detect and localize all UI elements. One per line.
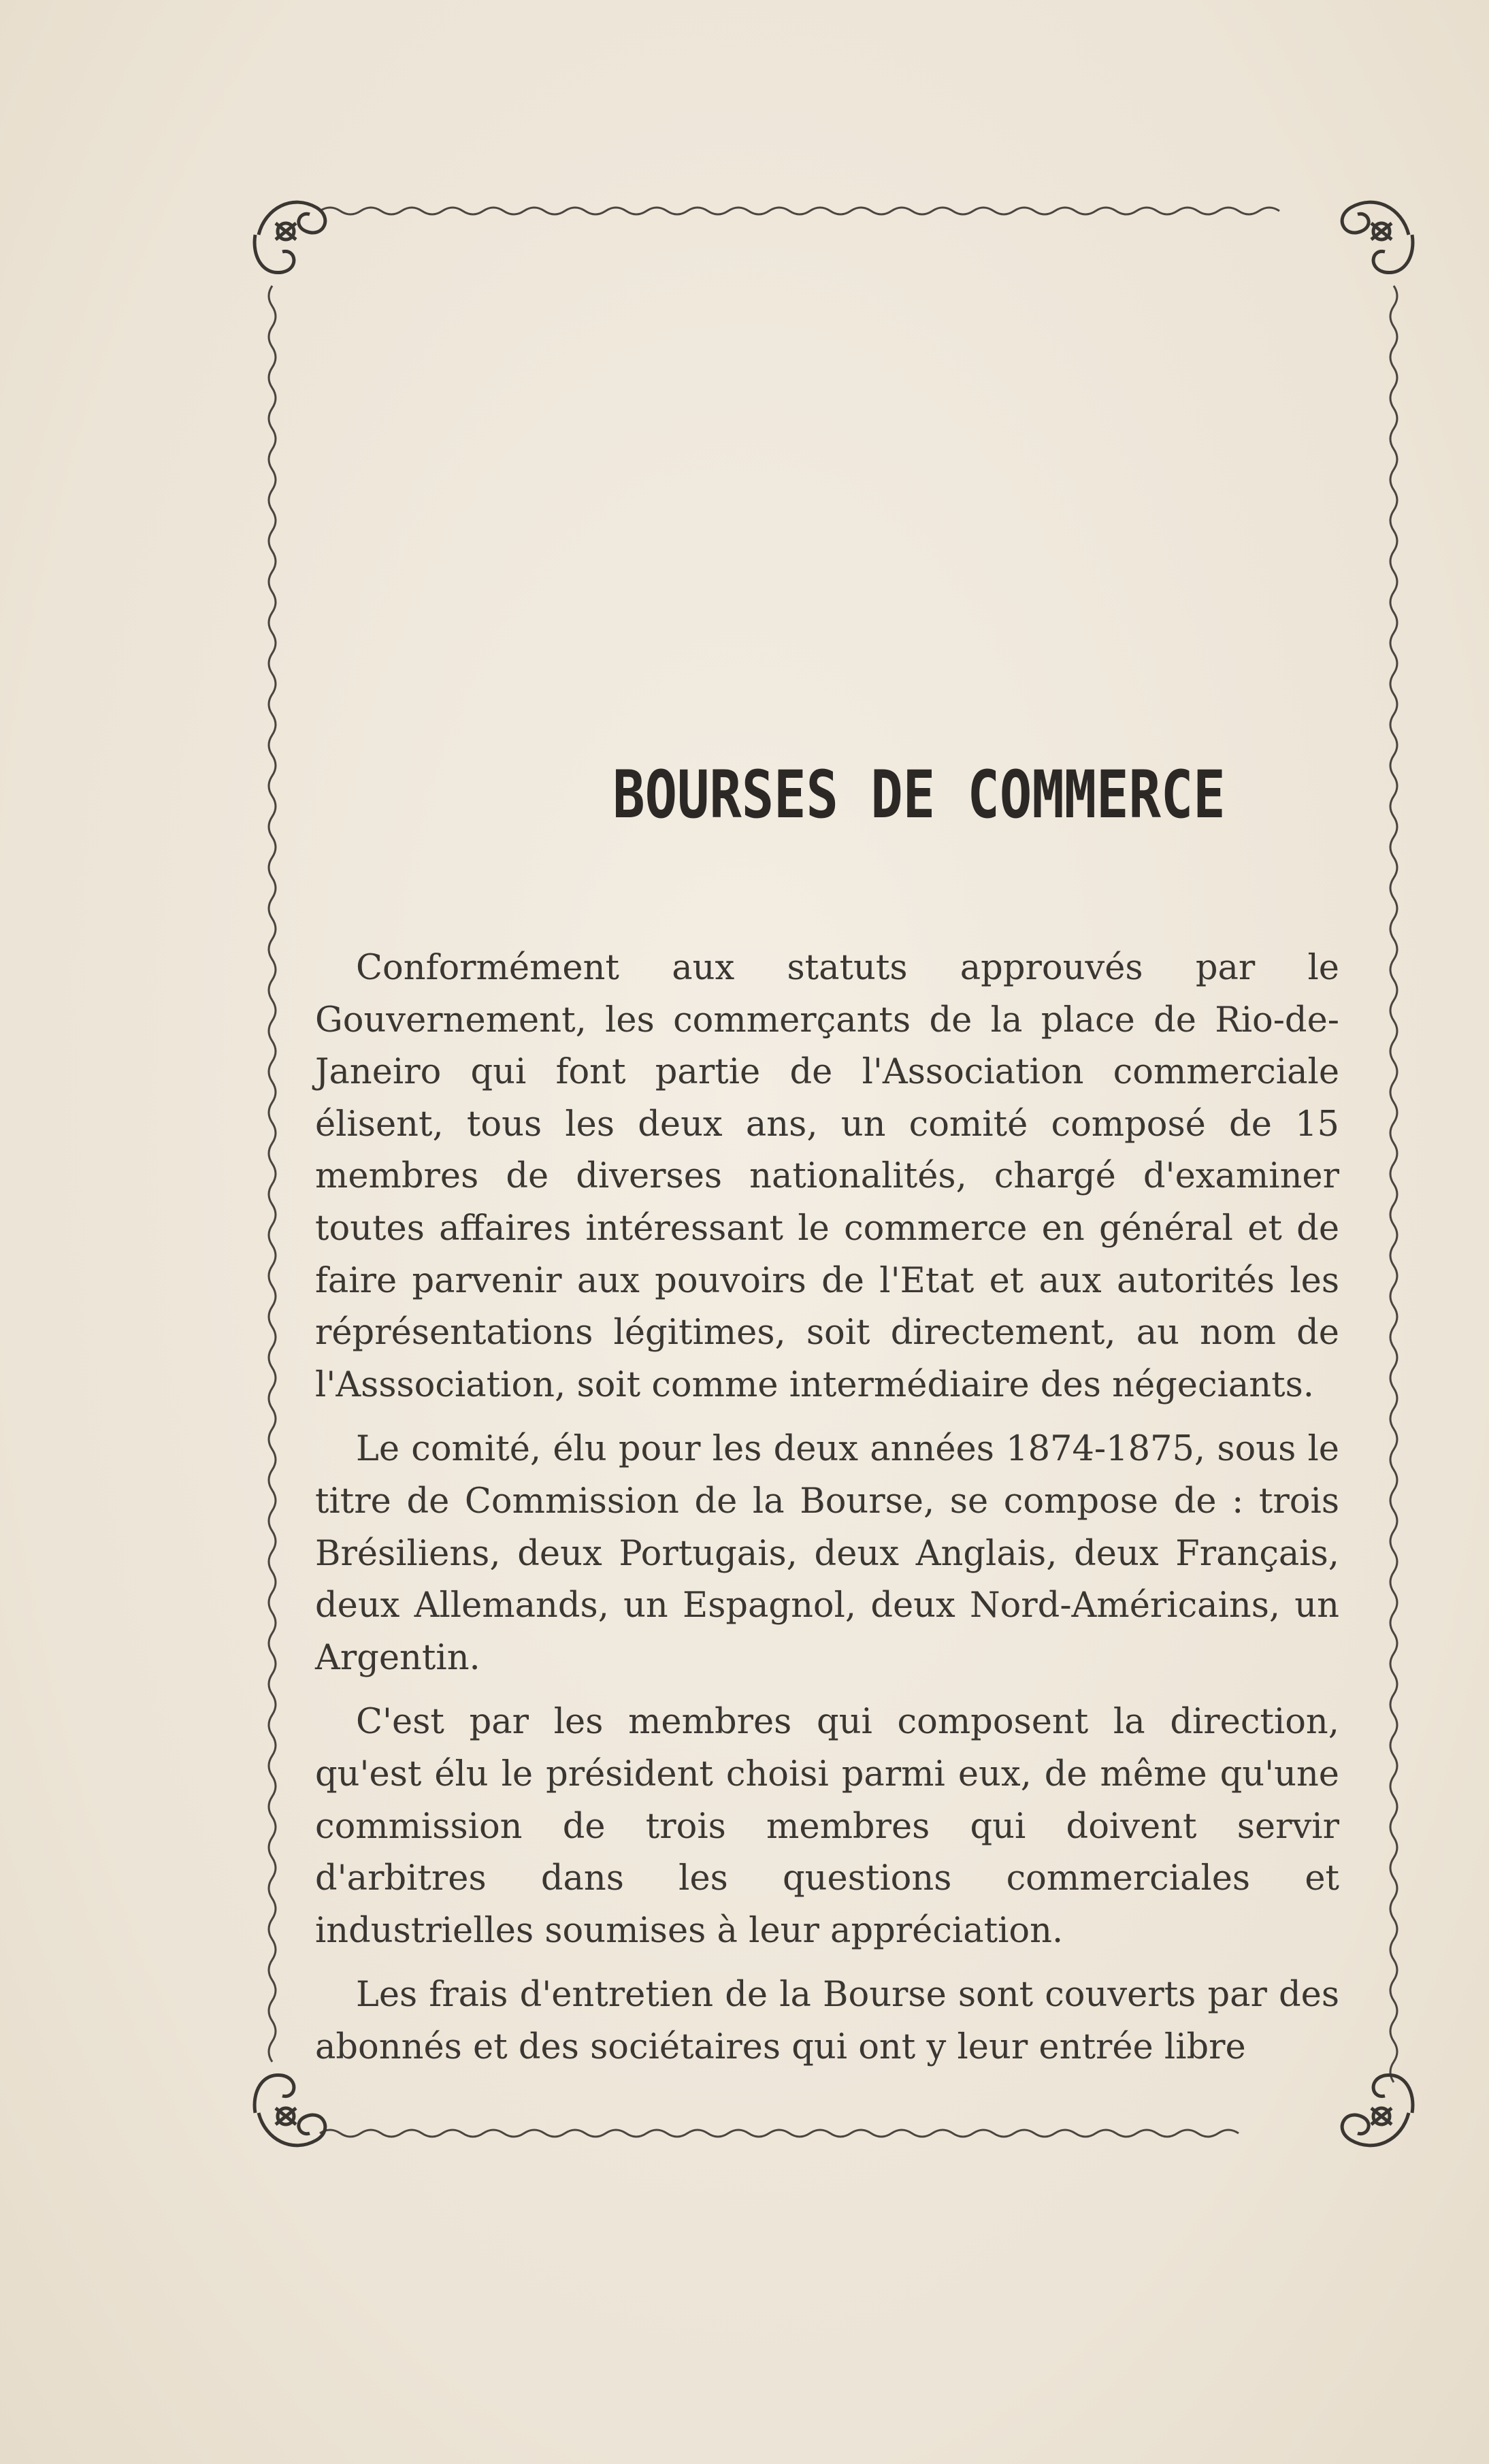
border-left-rule [269, 286, 276, 2062]
border-bottom-rule [320, 2130, 1239, 2137]
corner-ornament-top-right [1342, 202, 1413, 272]
border-right-rule [1390, 286, 1397, 2082]
paragraph: Conformément aux statuts approuvés par le Gouvernement, les commerçants de la place de Rio-de-Janeiro qui font partie de l'Association commerciale élisent, tous les deux ans, un comité composé de 15 membres de diverses nationalités, chargé d'examiner toutes affaires intéressant le commerce en général et de faire parvenir aux pouvoirs de l'Etat et aux autorités les réprésentations légitimes, soit directement, au nom de l'Asssociation, soit comme intermédiaire des négeciants. [315, 948, 1339, 1405]
corner-ornament-top-left [255, 202, 325, 272]
body-text [315, 942, 1339, 2073]
page-title: BOURSES DE COMMERCE [612, 757, 1226, 833]
border-top-rule [320, 208, 1279, 214]
paragraph: Les frais d'entretien de la Bourse sont couverts par des abonnés et des sociétaires qui ont y leur entrée libre [315, 1975, 1339, 2067]
paragraph: Le comité, élu pour les deux années 1874-1875, sous le titre de Commission de la Bourse, se compose de : trois Brésiliens, deux Portugais, deux Anglais, deux Français, deux Allemands, un Espagnol, deux Nord-Américains, un Argentin. [315, 1429, 1339, 1678]
paragraph: C'est par les membres qui composent la direction, qu'est élu le président choisi parmi eux, de même qu'une commission de trois membres qui doivent servir d'arbitres dans les questions commerciales et industrielles soumises à leur appréciation. [315, 1702, 1339, 1951]
corner-ornament-bottom-left [255, 2075, 325, 2145]
corner-ornament-bottom-right [1342, 2075, 1413, 2145]
